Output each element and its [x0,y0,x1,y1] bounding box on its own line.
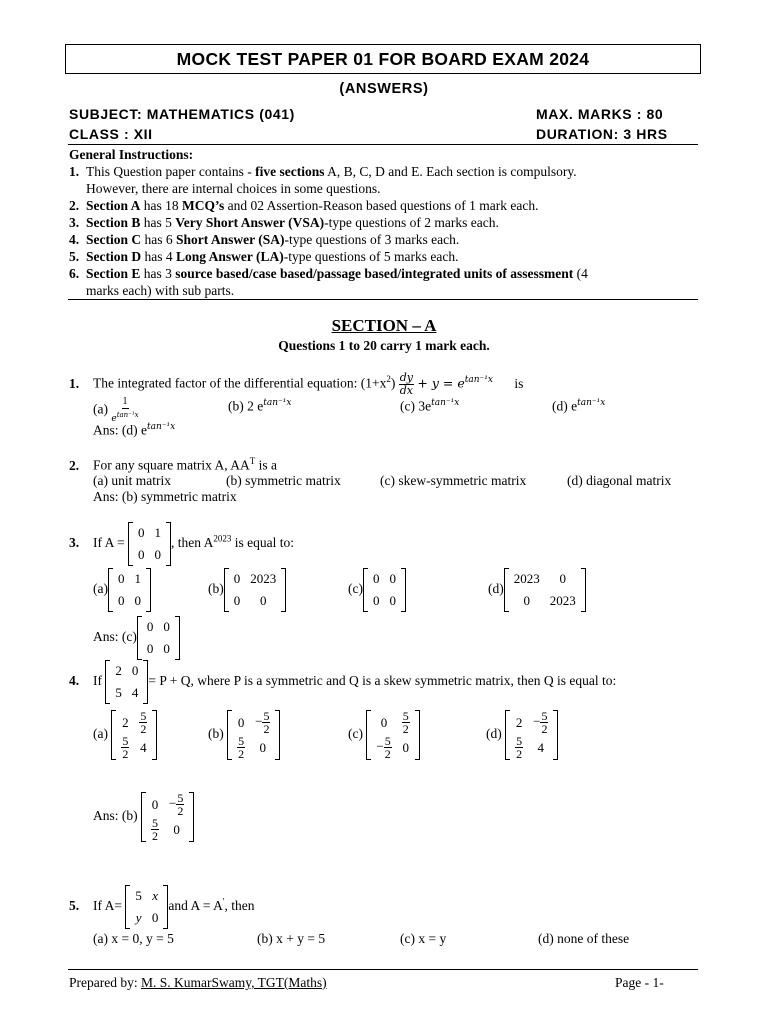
q2-option-c: (c) skew-symmetric matrix [380,473,527,488]
q2-answer: Ans: (b) symmetric matrix [93,489,237,504]
instructions-divider [68,299,698,300]
q5-option-d: (d) none of these [538,931,630,946]
q4-option-b: (b) 0 − $\frac{5}{2}$ $\frac{5}{2}$ 0 [208,710,280,760]
q4-option-c: (c) 0 $\frac{5}{2}$ − $\frac{5}{2}$ 0 [348,710,420,760]
question-5: 5. If A= 5 x y 0 and A = A', then [69,885,254,929]
question-3: 3. If A = 0 1 0 0 , then $A^{2023}$ is equal to: [69,522,294,566]
q1-option-a: (a) $\frac{1}{e^{tan^{-1}x}}$ [93,396,139,424]
q5-option-b: (b) x + y = 5 [257,931,326,946]
instruction-item: 2. Section A has 18 MCQ’s and 02 Assertion-Reason based questions of 1 mark each. [69,198,539,213]
q2-option-b: (b) symmetric matrix [226,473,341,488]
q1-option-d: (d) $e^{tan^{-1}x}$ [552,398,606,414]
section-subtitle: Questions 1 to 20 carry 1 mark each. [278,338,490,353]
instruction-item: 1. This Question paper contains - five sections A, B, C, D and E. Each section is compulsory. [69,164,577,179]
subject-label: SUBJECT: MATHEMATICS (041) [69,106,295,122]
class-label: CLASS : XII [69,126,153,142]
q3-answer: Ans: (c) 0 0 0 0 [93,616,180,660]
q2-option-d: (d) diagonal matrix [567,473,672,488]
duration-label: DURATION: 3 HRS [536,126,668,142]
matrix-A: 0 1 0 0 [128,522,171,566]
q1-option-c: (c) $3e^{tan^{-1}x}$ [400,398,460,414]
q4-answer: Ans: (b) 0 − $\frac{5}{2}$ $\frac{5}{2}$ 0 [93,792,194,842]
instruction-item: marks each) with sub parts. [86,283,235,298]
q2-option-a: (a) unit matrix [93,473,171,488]
q4-option-a: (a) 2 $\frac{5}{2}$ $\frac{5}{2}$ 4 [93,710,157,760]
question-1: 1. The integrated factor of the differential equation: $(1+x^2)$ $\frac{dy}{dx}$ + $y = e^{tan^{-1}x}$ is [69,371,524,397]
max-marks-label: MAX. MARKS : 80 [536,106,664,122]
question-4: 4. If 2 0 5 4 = P + Q, where P is a symmetric and Q is a skew symmetric matrix, then Q is equal to: [69,660,616,704]
instruction-item: 4. Section C has 6 Short Answer (SA)-type questions of 3 marks each. [69,232,460,247]
header-divider [68,144,698,145]
q1-option-b: (b) 2 $e^{tan^{-1}x}$ [228,398,292,414]
question-2: 2. For any square matrix A, $AA^T$ is a [69,456,277,473]
instruction-item: 6. Section E has 3 source based/case based/passage based/integrated units of assessment (4 [69,266,588,281]
q3-option-c: (c) 0 0 0 0 [348,568,406,612]
general-instructions [69,146,709,299]
footer-credit: Prepared by: M. S. KumarSwamy, TGT(Maths) [69,975,327,990]
instruction-item: 3. Section B has 5 Very Short Answer (VSA)-type questions of 2 marks each. [69,215,499,230]
instruction-item: 5. Section D has 4 Long Answer (LA)-type questions of 5 marks each. [69,249,459,264]
q5-option-c: (c) x = y [400,931,447,946]
page-number: Page - 1- [615,975,664,990]
answers-subtitle: (ANSWERS) [339,81,429,97]
section-title: SECTION – A [331,316,437,335]
page-title: MOCK TEST PAPER 01 FOR BOARD EXAM 2024 [65,44,701,74]
q3-option-d: (d) 2023 0 0 2023 [488,568,586,612]
q3-option-b: (b) 0 2023 0 0 [208,568,286,612]
author-name: M. S. KumarSwamy, TGT(Maths) [140,975,327,990]
instructions-heading: General Instructions: [69,147,194,162]
footer-divider [68,969,698,970]
q1-answer: Ans: (d) $e^{tan^{-1}x}$ [93,422,176,438]
q4-option-d: (d) 2 − $\frac{5}{2}$ $\frac{5}{2}$ 4 [486,710,558,760]
q3-option-a: (a) 0 1 0 0 [93,568,151,612]
q5-option-a: (a) x = 0, y = 5 [93,931,174,946]
instruction-item: However, there are internal choices in some questions. [86,181,381,196]
